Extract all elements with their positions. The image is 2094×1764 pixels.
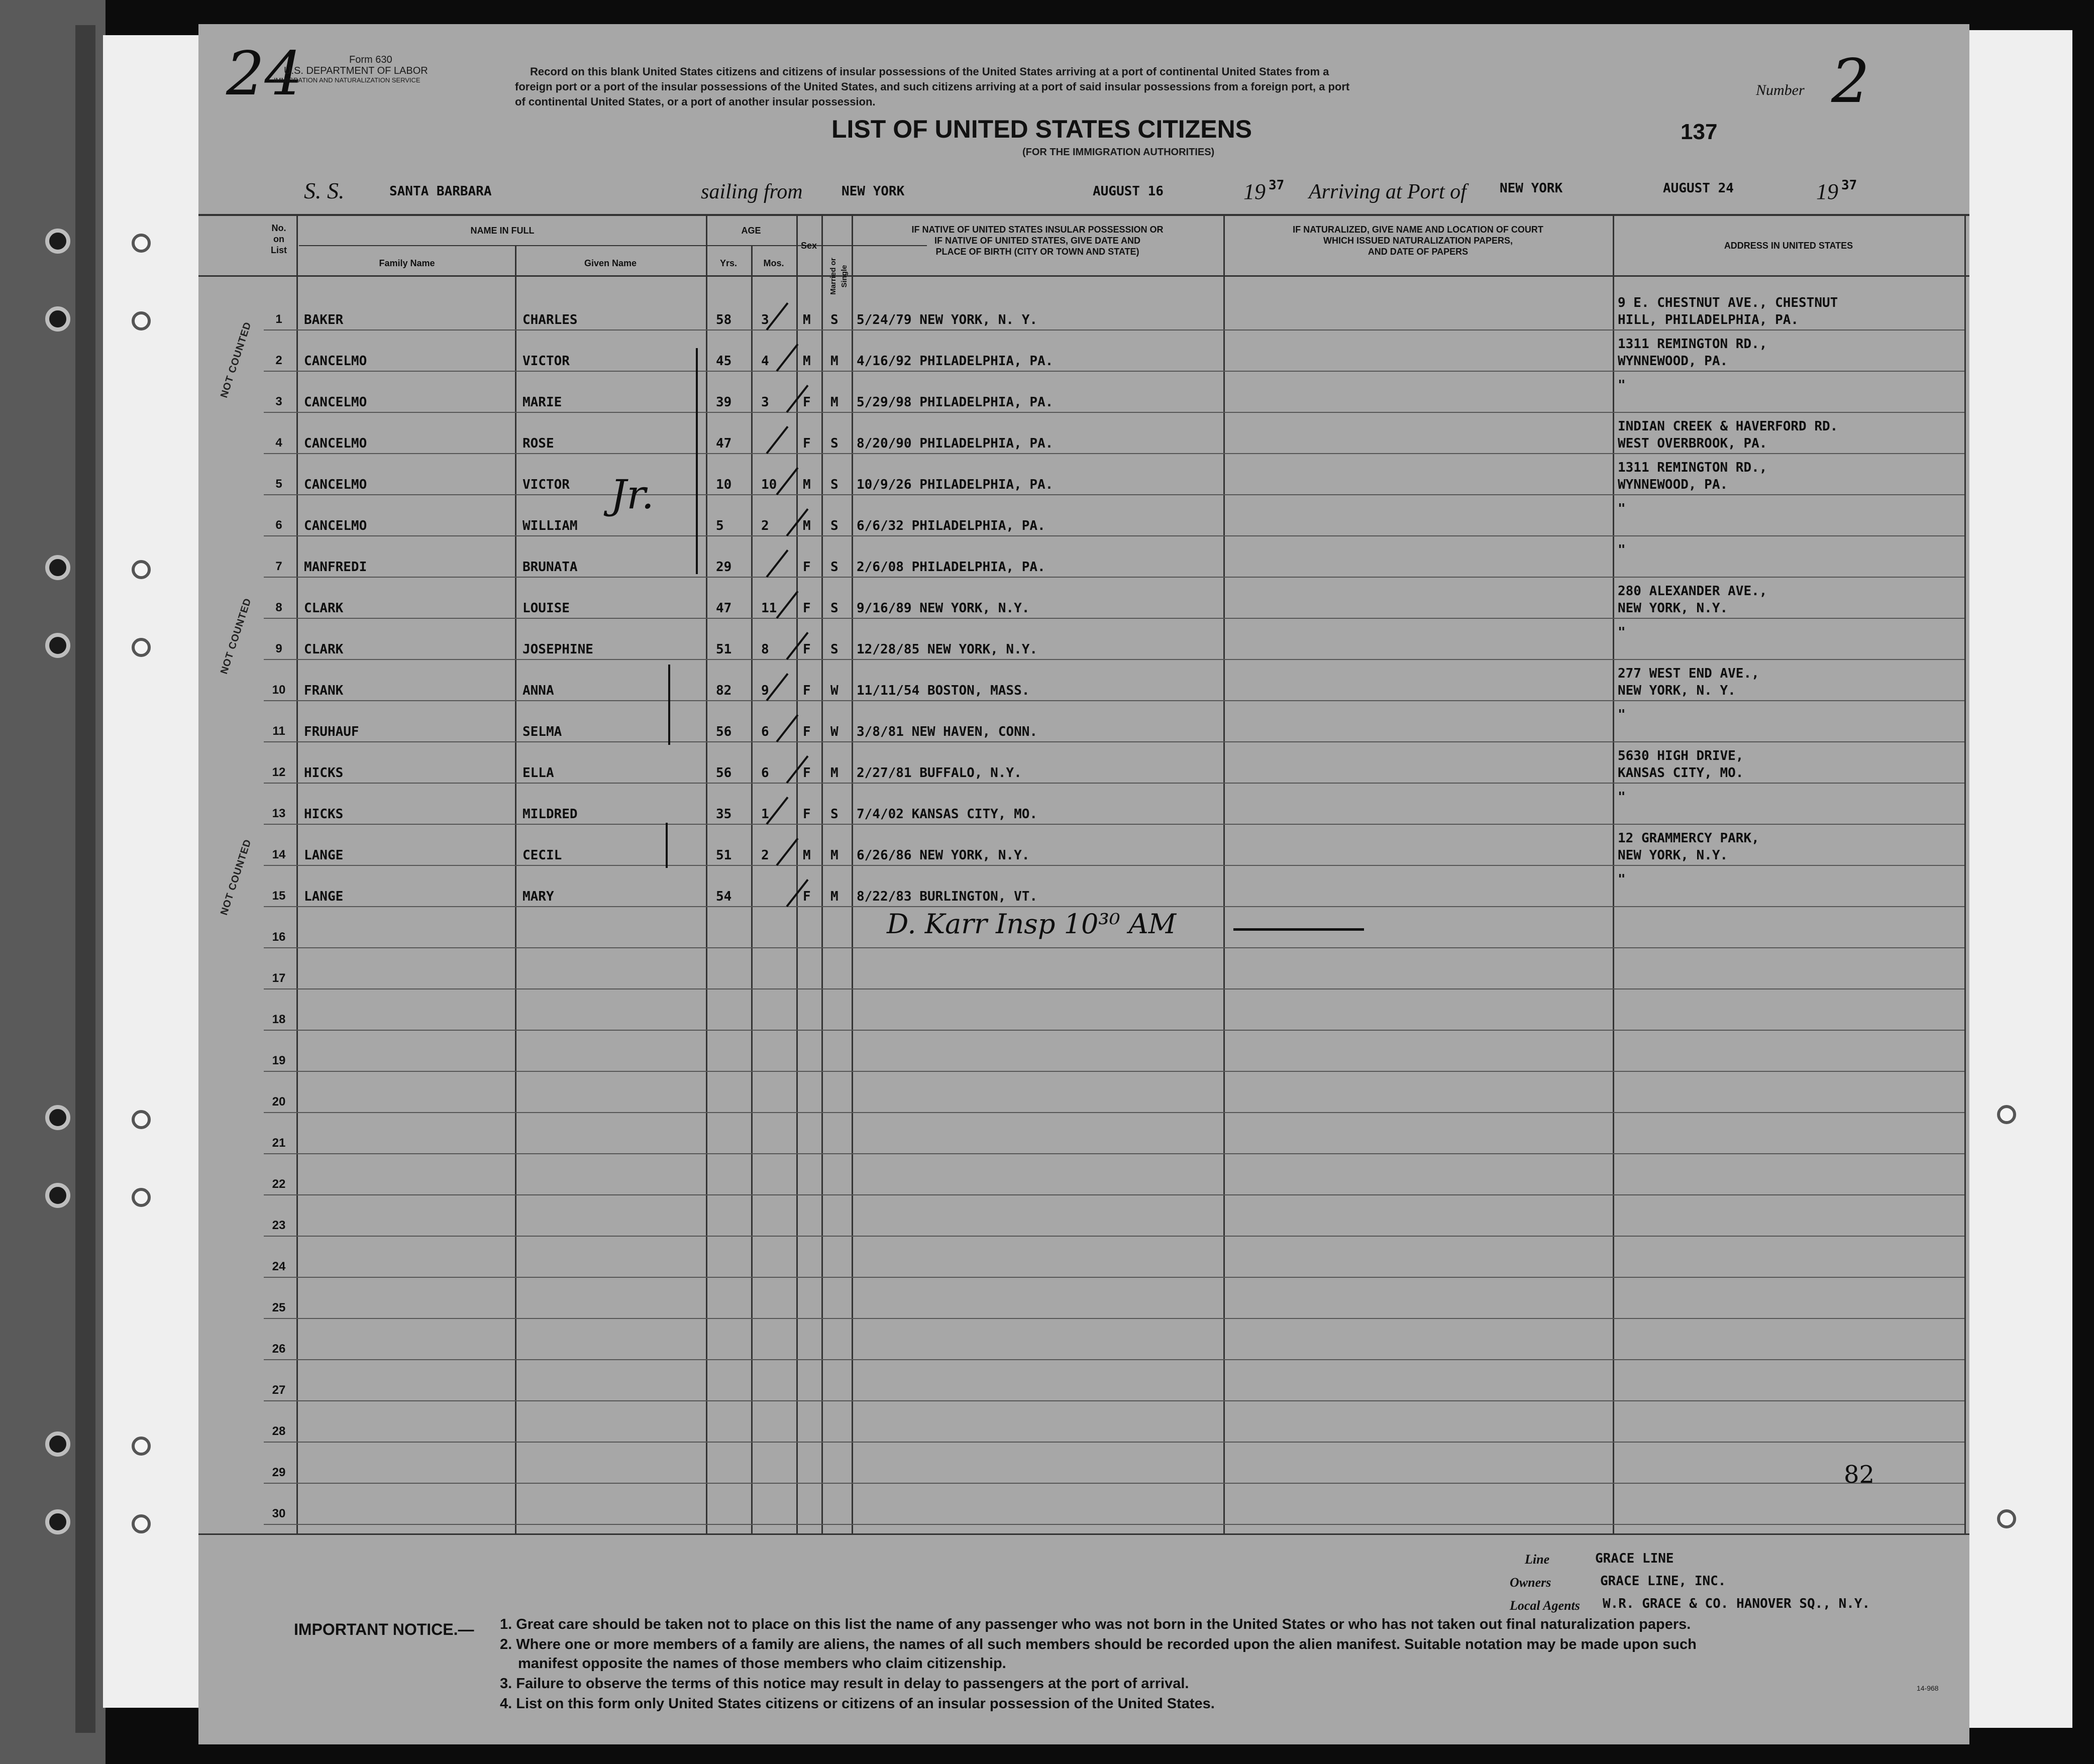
row-number: 19	[272, 1054, 286, 1067]
cell-family: CANCELMO	[304, 395, 367, 410]
cell-birth: 2/6/08 PHILADELPHIA, PA.	[857, 560, 1045, 575]
cell-yrs: 5	[716, 518, 724, 533]
binder-strip-right	[1959, 30, 2072, 1728]
cell-given: ROSE	[522, 436, 554, 451]
year-prefix: 19	[1243, 179, 1266, 204]
cell-yrs: 45	[716, 354, 732, 369]
row-number: 14	[272, 848, 286, 861]
cell-ms: M	[830, 765, 839, 781]
header-text: AND DATE OF PAPERS	[1368, 247, 1469, 257]
cell-ms: S	[830, 436, 839, 451]
cell-ms: W	[830, 724, 839, 739]
binder-hole	[132, 1188, 151, 1207]
cell-family: CANCELMO	[304, 518, 367, 533]
row-number: 30	[272, 1507, 286, 1520]
cell-sex: M	[803, 312, 811, 327]
col-divider	[515, 245, 516, 1533]
cell-birth: 12/28/85 NEW YORK, N.Y.	[857, 642, 1038, 657]
row-number: 25	[272, 1301, 286, 1314]
check-mark	[776, 714, 798, 742]
table-row	[264, 329, 1964, 330]
cell-birth: 5/29/98 PHILADELPHIA, PA.	[857, 395, 1054, 410]
check-mark	[766, 302, 788, 330]
cell-mos: 10	[761, 477, 777, 492]
table-row	[264, 988, 1964, 989]
row-number: 29	[272, 1466, 286, 1479]
cell-sex: F	[803, 395, 811, 410]
row-number: 23	[272, 1219, 286, 1232]
row-number: 28	[272, 1424, 286, 1438]
cell-addr1: 5630 HIGH DRIVE,	[1618, 748, 1744, 763]
binder-hole	[45, 229, 70, 254]
table-row	[264, 1318, 1964, 1319]
row-number: 11	[272, 724, 285, 738]
signature-underline	[1233, 928, 1364, 931]
row-number: 20	[272, 1095, 286, 1109]
row-number: 18	[272, 1013, 286, 1026]
cell-yrs: 51	[716, 642, 732, 657]
form-code: 14-968	[1917, 1684, 1939, 1692]
cell-yrs: 56	[716, 724, 732, 739]
cell-family: BAKER	[304, 312, 344, 327]
row-number: 2	[275, 354, 282, 367]
cell-sex: F	[803, 642, 811, 657]
check-mark	[766, 797, 788, 825]
junior-annotation: Jr.	[610, 471, 654, 518]
row-number: 7	[275, 560, 282, 573]
cell-sex: F	[803, 560, 811, 575]
cell-ms: S	[830, 518, 839, 533]
table-row	[264, 659, 1964, 660]
cell-sex: M	[803, 354, 811, 369]
table-row	[264, 783, 1964, 784]
cell-given: CHARLES	[522, 312, 578, 327]
ship-name: SANTA BARBARA	[389, 184, 492, 199]
binder-hole	[132, 638, 151, 657]
cell-birth: 7/4/02 KANSAS CITY, MO.	[857, 807, 1038, 822]
row-number: 3	[275, 395, 282, 408]
cell-addr2: NEW YORK, N.Y.	[1618, 848, 1728, 863]
arriving-label: Arriving at Port of	[1309, 180, 1467, 203]
cell-addr2: KANSAS CITY, MO.	[1618, 765, 1744, 781]
cell-addr1: 280 ALEXANDER AVE.,	[1618, 584, 1767, 599]
binder-edge-shadow	[75, 25, 95, 1733]
table-row	[264, 412, 1964, 413]
notice-item: 4. List on this form only United States citizens or citizens of an insular possession of the United States.	[500, 1696, 1215, 1712]
cell-yrs: 39	[716, 395, 732, 410]
check-mark	[776, 467, 798, 495]
cell-mos: 6	[761, 724, 769, 739]
binder-hole	[132, 1437, 151, 1456]
cell-yrs: 51	[716, 848, 732, 863]
table-row	[264, 865, 1964, 866]
instruction-line: of continental United States, or a port of another insular possession.	[515, 95, 876, 108]
cell-sex: F	[803, 724, 811, 739]
cell-ms: S	[830, 642, 839, 657]
cell-addr2: NEW YORK, N. Y.	[1618, 683, 1736, 698]
cell-ms: S	[830, 807, 839, 822]
cell-given: ANNA	[522, 683, 554, 698]
cell-mos: 2	[761, 518, 769, 533]
cell-addr1: 9 E. CHESTNUT AVE., CHESTNUT	[1618, 295, 1838, 310]
cell-family: CLARK	[304, 642, 344, 657]
page-number: 137	[1681, 120, 1718, 144]
row-number: 12	[272, 765, 286, 779]
cell-ms: S	[830, 560, 839, 575]
header-sex: Sex	[800, 241, 817, 251]
row-number: 10	[272, 683, 286, 697]
check-mark	[776, 344, 798, 372]
table-row	[264, 1071, 1964, 1072]
header-family-name: Family Name	[379, 258, 435, 268]
cell-ms: M	[830, 354, 839, 369]
port-from: NEW YORK	[842, 184, 905, 199]
notice-item: 1. Great care should be taken not to place on this list the name of any passenger who was not born in the United States or who has not taken out final naturalization papers.	[500, 1616, 1691, 1632]
binder-hole	[132, 311, 151, 330]
arrive-date: AUGUST 24	[1663, 181, 1734, 196]
cell-birth: 2/27/81 BUFFALO, N.Y.	[857, 765, 1022, 781]
cell-given: VICTOR	[522, 354, 570, 369]
row-number: 26	[272, 1342, 286, 1356]
check-mark	[766, 549, 788, 578]
check-mark	[766, 673, 788, 701]
list-number: 2	[1831, 47, 1870, 117]
owners-value: GRACE LINE, INC.	[1600, 1574, 1726, 1589]
cell-ms: S	[830, 601, 839, 616]
line-label: Line	[1525, 1552, 1550, 1567]
corner-mark: 24	[226, 39, 303, 109]
check-mark	[776, 838, 798, 866]
table-row	[264, 1153, 1964, 1154]
cell-given: MILDRED	[522, 807, 578, 822]
cell-family: FRANK	[304, 683, 344, 698]
header-yrs: Yrs.	[719, 258, 738, 268]
header-text: IF NATIVE OF UNITED STATES INSULAR POSSESSION OR	[911, 225, 1164, 235]
binder-hole	[45, 1509, 70, 1534]
cell-yrs: 56	[716, 765, 732, 781]
cell-sex: F	[803, 436, 811, 451]
table-row	[264, 618, 1964, 619]
table-bottom-rule	[198, 1533, 1969, 1535]
cell-sex: F	[803, 889, 811, 904]
line-value: GRACE LINE	[1595, 1551, 1674, 1566]
header-birth	[852, 224, 1223, 257]
row-number: 21	[272, 1136, 286, 1150]
name-header-rule	[299, 245, 927, 246]
cell-mos: 3	[761, 395, 769, 410]
header-mos: Mos.	[763, 258, 784, 268]
cell-given: MARIE	[522, 395, 562, 410]
notice-title: IMPORTANT NOTICE.—	[294, 1620, 474, 1638]
cell-given: WILLIAM	[522, 518, 578, 533]
binder-hole	[1997, 1509, 2016, 1528]
header-given-name: Given Name	[584, 258, 637, 268]
header-address: ADDRESS IN UNITED STATES	[1724, 241, 1853, 251]
cell-given: JOSEPHINE	[522, 642, 593, 657]
cell-ms: M	[830, 848, 839, 863]
cell-given: MARY	[522, 889, 554, 904]
cell-family: HICKS	[304, 765, 344, 781]
cell-addr2: WYNNEWOOD, PA.	[1618, 354, 1728, 369]
arrive-year: 37	[1841, 178, 1857, 193]
family-bracket	[666, 823, 668, 868]
table-row	[264, 453, 1964, 454]
cell-family: CANCELMO	[304, 436, 367, 451]
cell-birth: 9/16/89 NEW YORK, N.Y.	[857, 601, 1030, 616]
cell-addr2: HILL, PHILADELPHIA, PA.	[1618, 312, 1799, 327]
table-row	[264, 1112, 1964, 1113]
header-text: PLACE OF BIRTH (CITY OR TOWN AND STATE)	[935, 247, 1139, 257]
row-number: 5	[275, 477, 282, 491]
cell-birth: 4/16/92 PHILADELPHIA, PA.	[857, 354, 1054, 369]
table-row	[264, 947, 1964, 948]
table-row	[264, 824, 1964, 825]
cell-given: BRUNATA	[522, 560, 578, 575]
binder-hole	[132, 1514, 151, 1533]
header-text: IF NATURALIZED, GIVE NAME AND LOCATION OF COURT	[1293, 225, 1543, 235]
cell-birth: 8/20/90 PHILADELPHIA, PA.	[857, 436, 1054, 451]
cell-sex: F	[803, 601, 811, 616]
cell-family: HICKS	[304, 807, 344, 822]
cell-mos: 6	[761, 765, 769, 781]
family-bracket	[668, 665, 670, 745]
service: IMMIGRATION AND NATURALIZATION SERVICE	[274, 76, 421, 84]
cell-yrs: 82	[716, 683, 732, 698]
cell-ms: S	[830, 312, 839, 327]
cell-family: CANCELMO	[304, 477, 367, 492]
cell-birth: 5/24/79 NEW YORK, N. Y.	[857, 312, 1038, 327]
cell-addr1: "	[1618, 707, 1626, 722]
cell-given: ELLA	[522, 765, 554, 781]
instruction-line: Record on this blank United States citizens and citizens of insular possessions of the United States arriving at a port of continental United States from a	[530, 65, 1329, 78]
cell-sex: F	[803, 765, 811, 781]
agents-label: Local Agents	[1510, 1598, 1580, 1613]
cell-family: CLARK	[304, 601, 344, 616]
cell-given: CECIL	[522, 848, 562, 863]
cell-family: FRUHAUF	[304, 724, 359, 739]
sailing-label: sailing from	[701, 180, 803, 203]
cell-sex: F	[803, 807, 811, 822]
table-row	[264, 741, 1964, 742]
cell-mos: 1	[761, 807, 769, 822]
cell-sex: M	[803, 848, 811, 863]
binder-hole	[132, 1110, 151, 1129]
cell-sex: M	[803, 518, 811, 533]
manifest-page	[198, 24, 1969, 1744]
header-bottom-rule	[198, 275, 1969, 277]
cell-family: MANFREDI	[304, 560, 367, 575]
col-divider	[751, 245, 753, 1533]
cell-birth: 3/8/81 NEW HAVEN, CONN.	[857, 724, 1038, 739]
check-mark	[776, 591, 798, 619]
cell-yrs: 35	[716, 807, 732, 822]
cell-addr1: "	[1618, 501, 1626, 516]
header-married-single: Married or Single	[829, 258, 849, 295]
cell-birth: 8/22/83 BURLINGTON, VT.	[857, 889, 1038, 904]
row-number: 15	[272, 889, 286, 903]
cell-mos: 2	[761, 848, 769, 863]
binder-hole	[45, 633, 70, 658]
table-top-rule	[198, 214, 1969, 216]
cell-yrs: 54	[716, 889, 732, 904]
row-number: 9	[275, 642, 282, 655]
cell-addr1: 1311 REMINGTON RD.,	[1618, 460, 1767, 475]
row-number: 17	[272, 971, 286, 985]
header-text: No.	[271, 223, 286, 233]
row-number: 1	[275, 312, 282, 326]
cell-addr2: WEST OVERBROOK, PA.	[1618, 436, 1767, 451]
port-arrival: NEW YORK	[1500, 181, 1563, 196]
table-row	[264, 371, 1964, 372]
table-row	[264, 1236, 1964, 1237]
cell-mos: 8	[761, 642, 769, 657]
cell-birth: 10/9/26 PHILADELPHIA, PA.	[857, 477, 1054, 492]
cell-ms: W	[830, 683, 839, 698]
table-row	[264, 1524, 1964, 1525]
cell-family: LANGE	[304, 848, 344, 863]
cell-sex: M	[803, 477, 811, 492]
cell-birth: 6/26/86 NEW YORK, N.Y.	[857, 848, 1030, 863]
cell-addr1: "	[1618, 872, 1626, 887]
cell-given: LOUISE	[522, 601, 570, 616]
cell-addr1: 12 GRAMMERCY PARK,	[1618, 831, 1759, 846]
table-row	[264, 494, 1964, 495]
binder-hole	[45, 555, 70, 580]
table-row	[264, 1359, 1964, 1360]
depart-year: 37	[1269, 178, 1285, 193]
cell-sex: F	[803, 683, 811, 698]
cell-birth: 11/11/54 BOSTON, MASS.	[857, 683, 1030, 698]
not-counted-stamp: NOT COUNTED	[219, 597, 254, 676]
table-row	[264, 906, 1964, 907]
notice-item: 2. Where one or more members of a family are aliens, the names of all such members should be recorded upon the alien manifest. Suitable notation may be made upon such	[500, 1636, 1697, 1652]
table-row	[264, 1030, 1964, 1031]
row-number: 22	[272, 1177, 286, 1191]
cell-given: VICTOR	[522, 477, 570, 492]
row-number: 16	[272, 930, 286, 944]
page-subtitle: (FOR THE IMMIGRATION AUTHORITIES)	[1022, 147, 1215, 158]
header-text: IF NATIVE OF UNITED STATES, GIVE DATE AND	[934, 236, 1140, 246]
cell-yrs: 58	[716, 312, 732, 327]
table-row	[264, 700, 1964, 701]
instruction-line: foreign port or a port of the insular possessions of the United States, and such citizens arriving at a port of said insular possessions from a foreign port, a port	[515, 80, 1350, 93]
col-divider	[1964, 215, 1966, 1533]
row-number: 13	[272, 807, 286, 820]
binder-hole	[1997, 1105, 2016, 1124]
cell-addr1: "	[1618, 542, 1626, 558]
table-row	[264, 535, 1964, 536]
table-row	[264, 1483, 1964, 1484]
owners-label: Owners	[1510, 1575, 1551, 1590]
cell-addr2: NEW YORK, N.Y.	[1618, 601, 1728, 616]
row-number: 8	[275, 601, 282, 614]
binder-hole	[132, 234, 151, 253]
cell-addr1: 277 WEST END AVE.,	[1618, 666, 1759, 681]
row-number: 6	[275, 518, 282, 532]
inspector-signature: D. Karr Insp 10³⁰ AM	[887, 908, 1177, 940]
cell-family: CANCELMO	[304, 354, 367, 369]
table-row	[264, 1442, 1964, 1443]
cell-yrs: 47	[716, 436, 732, 451]
cell-ms: M	[830, 395, 839, 410]
header-naturalized	[1223, 224, 1613, 257]
cell-given: SELMA	[522, 724, 562, 739]
header-text: on	[273, 234, 284, 244]
form-number: Form 630	[349, 54, 392, 65]
cell-addr1: "	[1618, 625, 1626, 640]
cell-yrs: 29	[716, 560, 732, 575]
table-row	[264, 1277, 1964, 1278]
page-title: LIST OF UNITED STATES CITIZENS	[831, 115, 1252, 143]
ss-label: S. S.	[304, 178, 345, 203]
department: U.S. DEPARTMENT OF LABOR	[284, 65, 428, 76]
binder-hole	[45, 1431, 70, 1457]
cell-addr1: "	[1618, 790, 1626, 805]
row-number: 27	[272, 1383, 286, 1397]
cell-mos: 9	[761, 683, 769, 698]
cell-yrs: 47	[716, 601, 732, 616]
cell-addr1: INDIAN CREEK & HAVERFORD RD.	[1618, 419, 1838, 434]
cell-addr1: 1311 REMINGTON RD.,	[1618, 337, 1767, 352]
binder-hole	[132, 560, 151, 579]
year-prefix: 19	[1816, 179, 1838, 204]
not-counted-stamp: NOT COUNTED	[219, 838, 254, 917]
cell-ms: M	[830, 889, 839, 904]
notice-item: manifest opposite the names of those members who claim citizenship.	[518, 1656, 1006, 1672]
cell-family: LANGE	[304, 889, 344, 904]
table-row	[264, 1400, 1964, 1401]
cell-addr2: WYNNEWOOD, PA.	[1618, 477, 1728, 492]
header-age: AGE	[741, 226, 761, 236]
number-label: Number	[1756, 82, 1805, 98]
check-mark	[766, 426, 788, 454]
not-counted-stamp: NOT COUNTED	[219, 320, 254, 399]
row-number: 4	[275, 436, 282, 450]
notice-item: 3. Failure to observe the terms of this notice may result in delay to passengers at the port of arrival.	[500, 1676, 1189, 1692]
header-no-on-list	[264, 223, 294, 256]
binder-hole	[45, 1105, 70, 1130]
agents-value: W.R. GRACE & CO. HANOVER SQ., N.Y.	[1603, 1596, 1870, 1611]
header-text: WHICH ISSUED NATURALIZATION PAPERS,	[1323, 236, 1513, 246]
header-name-in-full: NAME IN FULL	[470, 226, 535, 236]
cell-birth: 6/6/32 PHILADELPHIA, PA.	[857, 518, 1045, 533]
cell-mos: 11	[761, 601, 777, 616]
family-bracket	[696, 348, 698, 574]
depart-date: AUGUST 16	[1093, 184, 1164, 199]
cell-mos: 4	[761, 354, 769, 369]
table-row	[264, 577, 1964, 578]
bottom-mark: 82	[1844, 1461, 1875, 1489]
header-text: List	[270, 245, 287, 255]
binder-hole	[45, 1183, 70, 1208]
cell-ms: S	[830, 477, 839, 492]
binder-hole	[45, 306, 70, 332]
cell-mos: 3	[761, 312, 769, 327]
row-number: 24	[272, 1260, 286, 1273]
cell-addr1: "	[1618, 378, 1626, 393]
cell-yrs: 10	[716, 477, 732, 492]
table-row	[264, 1194, 1964, 1195]
